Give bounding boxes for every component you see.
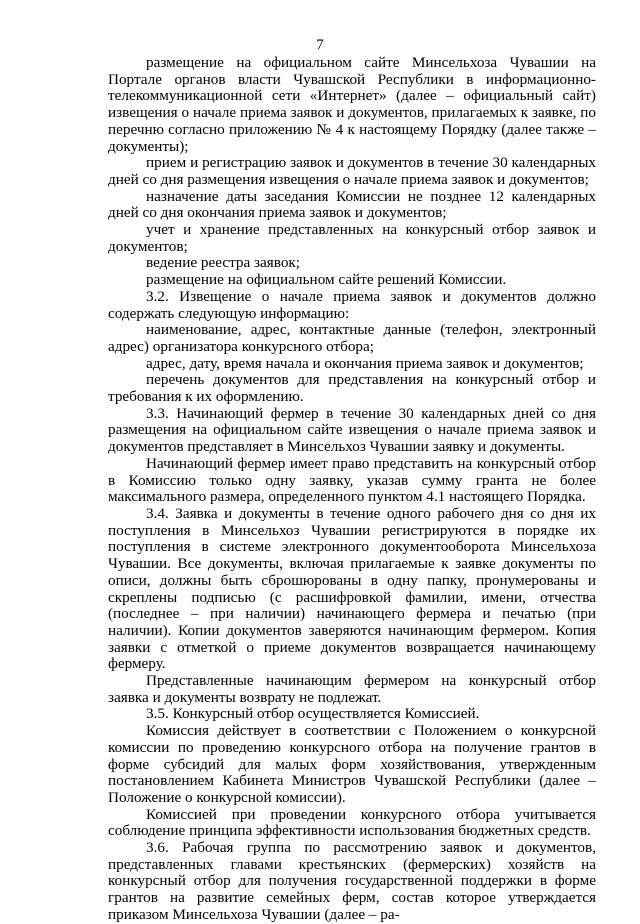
paragraph: Начинающий фермер имеет право представить на конкурсный отбор в Комиссию только одну заявку, указав сумму гранта не более максимального размера, определенного пунктом 4.1 настоящего Порядка. xyxy=(108,454,596,506)
paragraph: Комиссией при проведении конкурсного отбора учитывается соблюдение принципа эффективности использования бюджетных средств. xyxy=(108,805,596,840)
paragraph: 3.4. Заявка и документы в течение одного рабочего дня со дня их поступления в Минсельхоз Чувашии регистрируются в порядке их поступления в системе электронного документооборота Минсельхоза Чувашии. Все документы, включая прилагаемые к заявке документы по описи, должны быть сброшюрованы в одну папку, пронумерованы и скреплены подписью (с расшифровкой фамилии, имени, отчества (последнее – при наличии) начинающего фермера и печатью (при наличии). Копии документов заверяются начинающим фермером. Копия заявки с отметкой о приеме документов возвращается начинающему фермеру. xyxy=(108,504,596,673)
paragraph: прием и регистрацию заявок и документов в течение 30 календарных дней со дня размещения извещения о начале приема заявок и документов; xyxy=(108,154,596,188)
paragraph: 3.3. Начинающий фермер в течение 30 календарных дней со дня размещения на официальном сайте извещения о начале приема заявок и документов представляет в Минсельхоз Чувашии заявку и документы. xyxy=(108,404,596,456)
page-number: 7 xyxy=(316,37,324,53)
paragraph: Комиссия действует в соответствии с Положением о конкурсной комиссии по проведению конкурсного отбора на получение грантов в форме субсидий для малых форм хозяйствования, утвержденным постановлением Кабинета Министров Чувашской Республики (далее – Положение о конкурсной комиссии). xyxy=(108,722,596,806)
paragraph: назначение даты заседания Комиссии не позднее 12 календарных дней со дня окончания приема заявок и документов; xyxy=(108,187,596,222)
document-body xyxy=(108,55,596,924)
paragraph: ведение реестра заявок; xyxy=(146,254,301,272)
paragraph: 3.2. Извещение о начале приема заявок и документов должно содержать следующую информацию: xyxy=(108,287,596,322)
paragraph: Представленные начинающим фермером на конкурсный отбор заявка и документы возврату не подлежат. xyxy=(108,672,596,706)
paragraph: размещение на официальном сайте решений Комиссии. xyxy=(146,271,507,289)
paragraph: наименование, адрес, контактные данные (телефон, электронный адрес) организатора конкурсного отбора; xyxy=(108,321,596,355)
paragraph: учет и хранение представленных на конкурсный отбор заявок и документов; xyxy=(108,221,596,255)
paragraph: 3.5. Конкурсный отбор осуществляется Комиссией. xyxy=(146,705,480,723)
paragraph: адрес, дату, время начала и окончания приема заявок и документов; xyxy=(146,354,584,372)
paragraph: размещение на официальном сайте Минсельхоза Чувашии на Портале органов власти Чувашской Республики в информационно-телекоммуникационной сети «Интернет» (далее – официальный сайт) извещения о начале приема заявок и документов, прилагаемых к заявке, по перечню согласно приложению № 4 к настоящему Порядку (далее также – документы); xyxy=(108,54,596,155)
paragraph: перечень документов для представления на конкурсный отбор и требования к их оформлению. xyxy=(108,371,596,406)
paragraph: 3.6. Рабочая группа по рассмотрению заявок и документов, представленных главами крестьянских (фермерских) хозяйств на конкурсный отбор для получения государственной поддержки в форме грантов на развитие семейных ферм, состав которое утверждается приказом Минсельхоза Чувашии (далее – ра- xyxy=(108,839,596,923)
